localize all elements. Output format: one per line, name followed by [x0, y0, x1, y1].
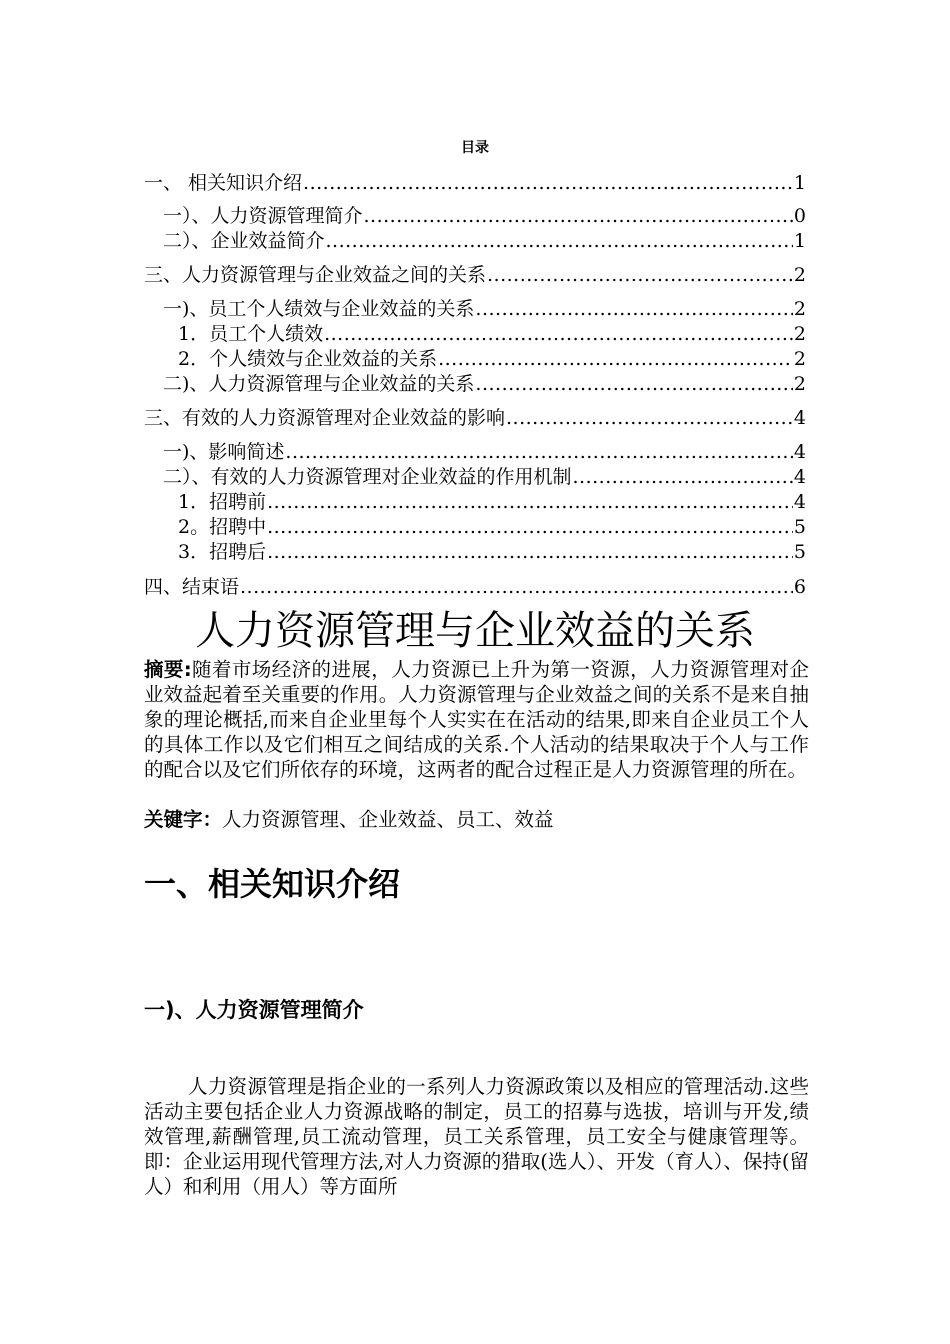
section-heading: 一、相关知识介绍: [144, 865, 401, 903]
toc-entry-page: 4: [793, 466, 806, 488]
toc-leader-dots: [324, 322, 793, 346]
toc-leader-dots: [475, 372, 792, 396]
toc-entry-label: 一)、员工个人绩效与企业效益的关系: [163, 298, 475, 320]
toc-entry-page: 4: [793, 407, 806, 429]
toc-entry-page: 2: [793, 348, 806, 370]
keywords-label: 关键字：: [144, 808, 223, 831]
toc-leader-dots: [240, 575, 793, 599]
abstract-label: 摘要:: [144, 658, 192, 681]
toc-entry-page: 2: [793, 264, 806, 286]
toc-entry[interactable]: [144, 263, 806, 287]
toc-entry-label: 1．招聘前: [178, 491, 267, 513]
toc-entry[interactable]: [178, 322, 806, 346]
toc-leader-dots: [573, 465, 793, 489]
toc-leader-dots: [438, 347, 793, 371]
toc-entry-label: 2。招聘中: [178, 516, 267, 538]
toc-leader-dots: [303, 171, 793, 195]
toc-entry-label: 二）、有效的人力资源管理对企业效益的作用机制: [163, 466, 572, 488]
toc-leader-dots: [267, 515, 793, 539]
toc-entry-page: 5: [793, 541, 806, 563]
toc-entry[interactable]: [163, 229, 806, 253]
toc-entry-page: 2: [793, 298, 806, 320]
abstract: [144, 657, 809, 782]
toc-leader-dots: [285, 440, 792, 464]
toc-entry[interactable]: [163, 440, 806, 464]
toc-entry-page: 1: [793, 172, 806, 194]
toc-entry[interactable]: [144, 171, 806, 195]
toc-entry[interactable]: [178, 540, 806, 564]
toc-entry-label: 二)、人力资源管理与企业效益的关系: [163, 373, 475, 395]
toc-entry-label: 1．员工个人绩效: [178, 323, 324, 345]
toc-entry-page: 1: [793, 230, 806, 252]
toc-leader-dots: [506, 406, 793, 430]
toc-leader-dots: [475, 297, 792, 321]
body-paragraph: 人力资源管理是指企业的一系列人力资源政策以及相应的管理活动.这些活动主要包括企业人力资源战略的制定，员工的招募与选拔，培训与开发,绩效管理,薪酬管理,员工流动管理，员工关系管理，员工安全与健康管理等。即：企业运用现代管理方法,对人力资源的猎取(选人）、开发（育人）、保持(留人）和利用（用人）等方面所: [144, 1075, 809, 1198]
toc-entry[interactable]: [178, 347, 806, 371]
toc-leader-dots: [487, 263, 793, 287]
toc-entry-page: 2: [793, 373, 806, 395]
toc-entry-label: 2．个人绩效与企业效益的关系: [178, 348, 438, 370]
document-title: 人力资源管理与企业效益的关系: [195, 608, 755, 654]
toc-entry-label: 三、人力资源管理与企业效益之间的关系: [144, 264, 487, 286]
toc-entry[interactable]: [163, 372, 806, 396]
subsection-heading: 一)、人力资源管理简介: [144, 998, 364, 1022]
toc-leader-dots: [326, 229, 793, 253]
toc-entry[interactable]: [178, 515, 806, 539]
toc-leader-dots: [364, 204, 793, 228]
toc-entry[interactable]: [163, 204, 806, 228]
toc-entry-page: 6: [793, 576, 806, 598]
toc-entry-label: 一、 相关知识介绍: [144, 172, 303, 194]
toc-entry-page: 4: [793, 441, 806, 463]
toc-title: 目录: [461, 140, 489, 156]
toc-entry-label: 三、有效的人力资源管理对企业效益的影响: [144, 407, 506, 429]
toc-entry-label: 二）、企业效益简介: [163, 230, 325, 252]
toc-leader-dots: [267, 490, 793, 514]
toc-entry[interactable]: [144, 406, 806, 430]
toc-entry-page: 2: [793, 323, 806, 345]
toc-entry[interactable]: [178, 490, 806, 514]
toc-entry-page: 5: [793, 516, 806, 538]
toc-entry[interactable]: [163, 465, 806, 489]
toc-entry-label: 一）、人力资源管理简介: [163, 205, 363, 227]
abstract-text: 随着市场经济的进展，人力资源已上升为第一资源，人力资源管理对企业效益起着至关重要的作用。人力资源管理与企业效益之间的关系不是来自抽象的理论概括,而来自企业里每个人实实在在活动的结果,即来自企业员工个人的具体工作以及它们相互之间结成的关系.个人活动的结果取决于个人与工作的配合以及它们所依存的环境，这两者的配合过程正是人力资源管理的所在。: [144, 658, 809, 781]
toc-entry[interactable]: [163, 297, 806, 321]
toc-entry-page: 4: [793, 491, 806, 513]
toc-leader-dots: [267, 540, 793, 564]
keywords-text: 人力资源管理、企业效益、员工、效益: [222, 808, 554, 831]
toc-entry-label: 四、结束语: [144, 576, 240, 598]
toc-entry-label: 3．招聘后: [178, 541, 267, 563]
toc-entry[interactable]: [144, 575, 806, 599]
keywords: [144, 807, 554, 832]
toc-entry-label: 一)、影响简述: [163, 441, 285, 463]
toc-entry-page: 0: [793, 205, 806, 227]
